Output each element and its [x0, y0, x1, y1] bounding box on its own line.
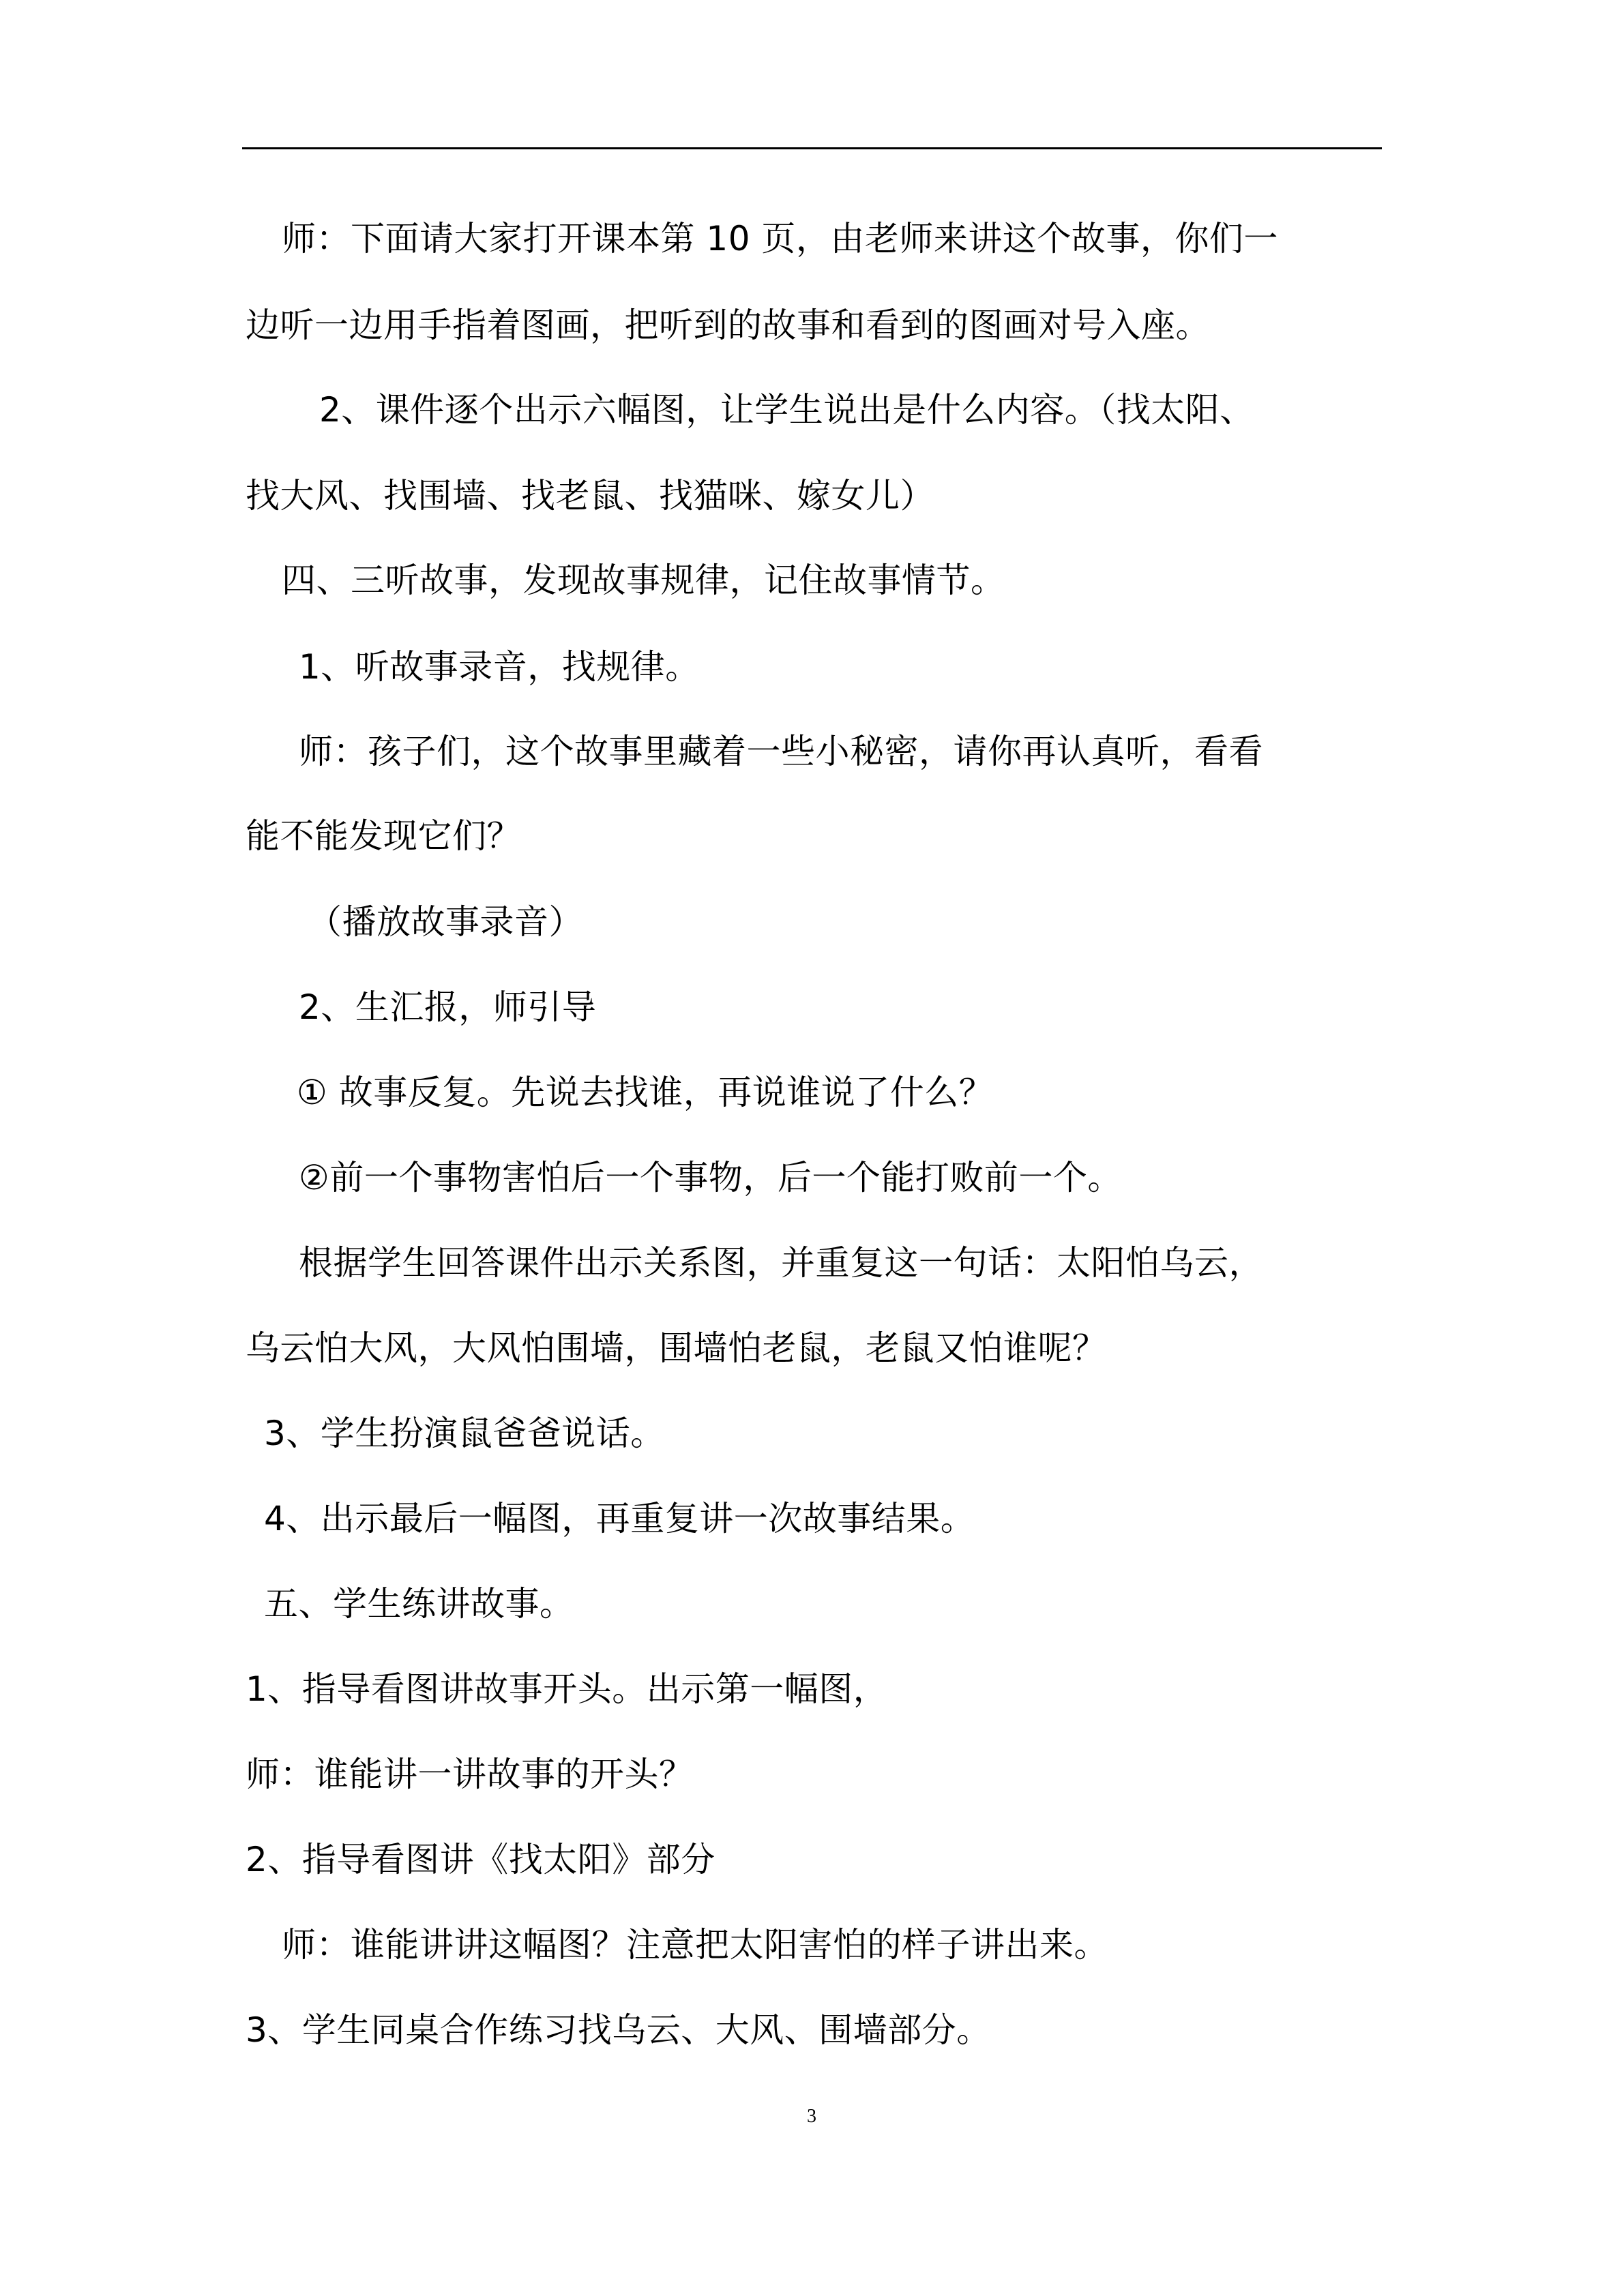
text-line: 找大风、找围墙、找老鼠、找猫咪、嫁女儿）	[246, 476, 934, 516]
text-line: 3、学生同桌合作练习找乌云、大风、围墙部分。	[246, 2010, 991, 2050]
text-line: 能不能发现它们？	[246, 816, 521, 856]
text-line: ① 故事反复。先说去找谁，再说谁说了什么？	[297, 1073, 994, 1112]
text-line: 1、指导看图讲故事开头。出示第一幅图，	[246, 1669, 888, 1709]
text-line: 2、课件逐个出示六幅图，让学生说出是什么内容。（找太阳、	[319, 390, 1254, 430]
text-line: 3、学生扮演鼠爸爸说话。	[264, 1414, 665, 1453]
text-line: 师：谁能讲一讲故事的开头？	[246, 1755, 694, 1794]
text-line: 师：下面请大家打开课本第 10 页，由老师来讲这个故事，你们一	[282, 219, 1278, 258]
text-line: 2、生汇报，师引导	[299, 987, 597, 1027]
text-line: 1、听故事录音，找规律。	[299, 647, 700, 687]
text-line: 师：谁能讲讲这幅图？注意把太阳害怕的样子讲出来。	[282, 1925, 1108, 1965]
text-line: ②前一个事物害怕后一个事物，后一个能打败前一个。	[299, 1158, 1122, 1197]
text-line: 根据学生回答课件出示关系图，并重复这一句话：太阳怕乌云，	[299, 1243, 1263, 1283]
header-rule	[242, 147, 1382, 149]
text-line: （播放故事录音）	[308, 902, 583, 942]
text-line: 四、三听故事，发现故事规律，记住故事情节。	[282, 561, 1005, 600]
text-line: 4、出示最后一幅图，再重复讲一次故事结果。	[264, 1499, 975, 1538]
text-line: 五、学生练讲故事。	[264, 1584, 574, 1624]
page-number: 3	[807, 2106, 816, 2127]
text-line: 师：孩子们，这个故事里藏着一些小秘密，请你再认真听，看看	[299, 732, 1263, 771]
text-line: 边听一边用手指着图画，把听到的故事和看到的图画对号入座。	[246, 305, 1210, 345]
text-line: 乌云怕大风，大风怕围墙，围墙怕老鼠，老鼠又怕谁呢？	[246, 1328, 1107, 1368]
text-line: 2、指导看图讲《找太阳》部分	[246, 1840, 715, 1879]
